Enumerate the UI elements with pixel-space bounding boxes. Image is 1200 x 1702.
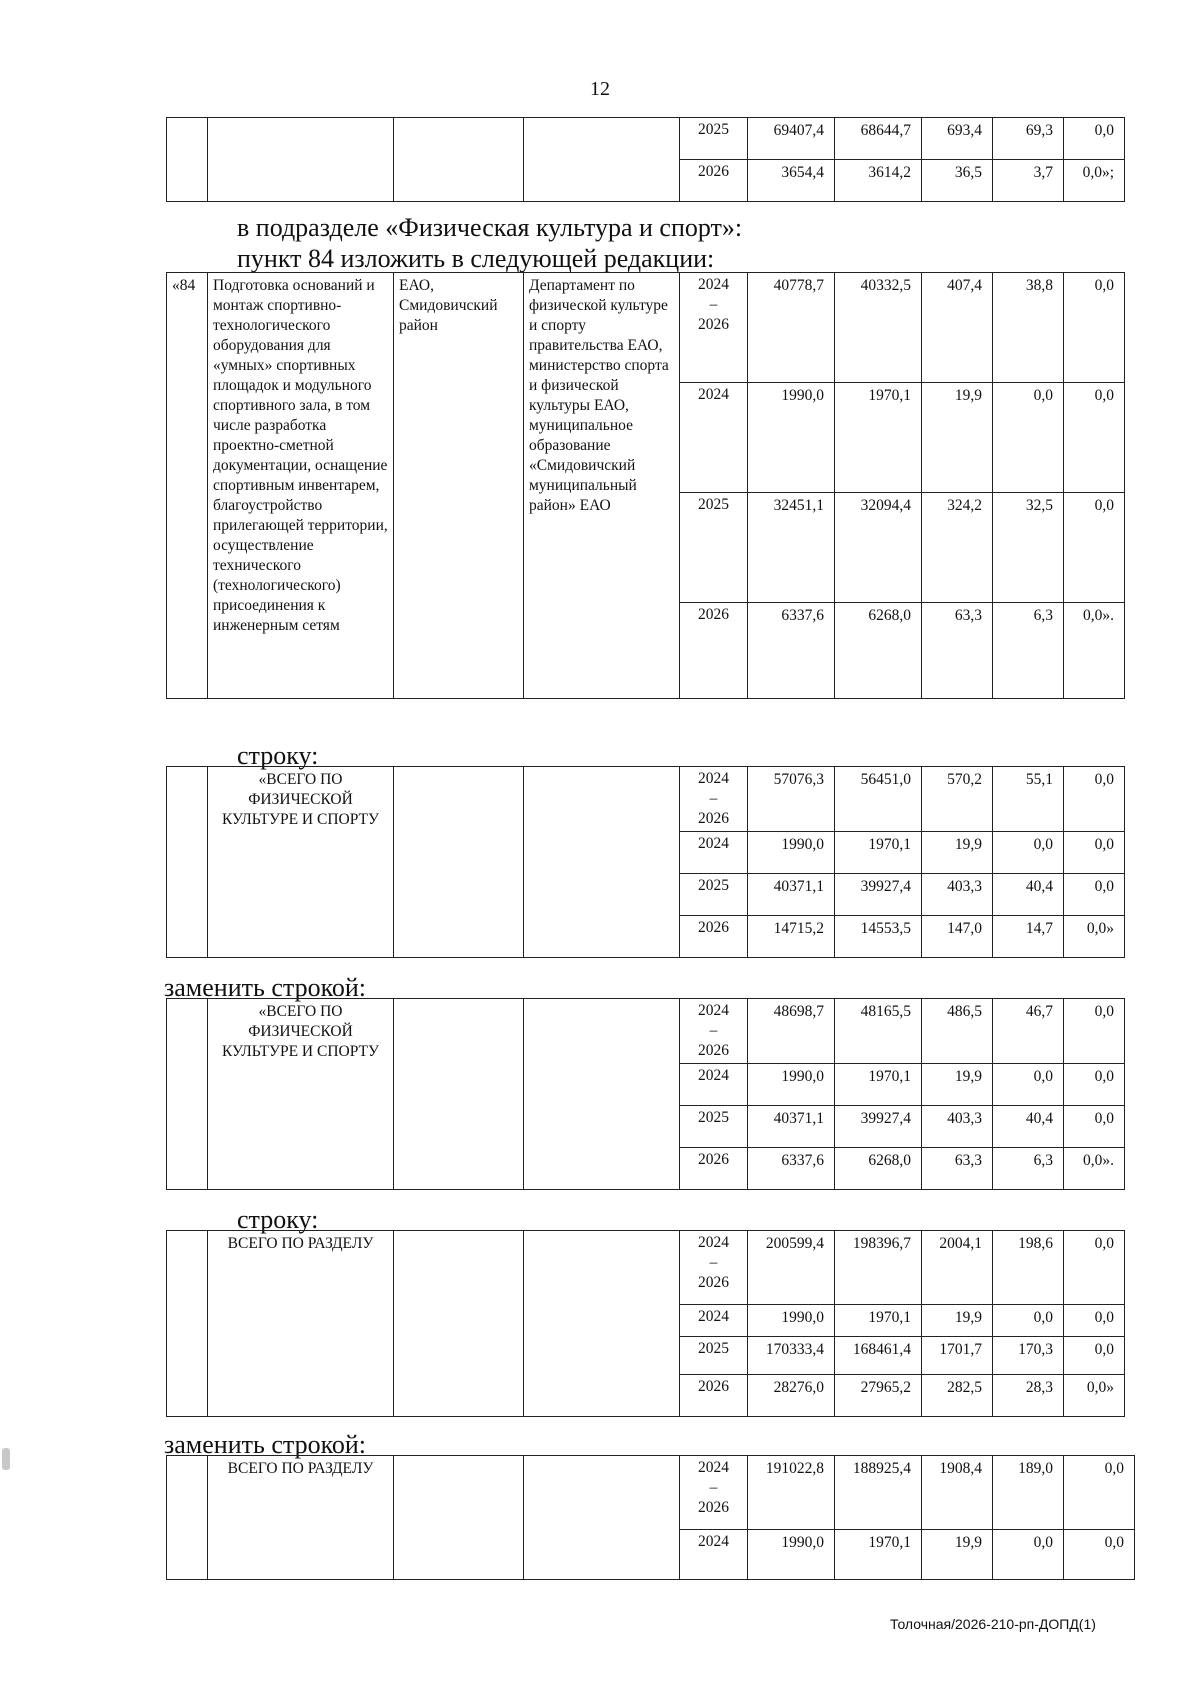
amount-cell: 0,0» [1064,916,1125,958]
table-row [167,767,1125,832]
amount-cell: 170,3 [993,1337,1064,1375]
amount-cell: 170333,4 [748,1337,835,1375]
section-old-table [166,1230,1125,1417]
amount-cell: 147,0 [922,916,993,958]
amount-cell: 189,0 [993,1456,1064,1530]
amount-cell: 19,9 [922,1064,993,1106]
scan-mark [2,1448,10,1470]
amount-cell: 48165,5 [835,999,922,1064]
amount-cell: 0,0 [993,1064,1064,1106]
item-name-cell: «ВСЕГО ПО ФИЗИЧЕСКОЙ КУЛЬТУРЕ И СПОРТУ [208,767,394,958]
amount-cell: 63,3 [922,603,993,699]
year-cell: 2025 [680,1106,748,1148]
amount-cell: 0,0 [1064,273,1125,383]
amount-cell: 6268,0 [835,603,922,699]
amount-cell: 1970,1 [835,383,922,493]
amount-cell: 1970,1 [835,1305,922,1337]
amount-cell: 55,1 [993,767,1064,832]
amount-cell: 191022,8 [748,1456,835,1530]
amount-cell: 57076,3 [748,767,835,832]
amount-cell: 282,5 [922,1375,993,1417]
amount-cell: 1970,1 [835,1064,922,1106]
item-number-cell [167,1456,208,1580]
item-number-cell [167,118,208,202]
amount-cell: 1990,0 [748,1305,835,1337]
location-cell [394,1456,524,1580]
item-name-cell: ВСЕГО ПО РАЗДЕЛУ [208,1456,394,1580]
amount-cell: 40,4 [993,874,1064,916]
amount-cell: 168461,4 [835,1337,922,1375]
amount-cell: 39927,4 [835,874,922,916]
amount-cell: 40778,7 [748,273,835,383]
amount-cell: 39927,4 [835,1106,922,1148]
amount-cell: 403,3 [922,874,993,916]
item-name-cell: «ВСЕГО ПО ФИЗИЧЕСКОЙ КУЛЬТУРЕ И СПОРТУ [208,999,394,1190]
amount-cell: 19,9 [922,383,993,493]
amount-cell: 0,0». [1064,603,1125,699]
section-new-table [166,1455,1135,1580]
amount-cell: 36,5 [922,160,993,202]
table-row [167,1231,1125,1305]
page-number: 12 [590,78,610,100]
year-cell: 2025 [680,118,748,160]
executor-cell: Департамент по физической культуре и спорту правительства ЕАО, министерство спорта и физической культуры ЕАО, муниципальное образование «Смидовичский муниципальный район» ЕАО [524,273,680,699]
amount-cell: 693,4 [922,118,993,160]
year-cell: 2026 [680,160,748,202]
location-cell: ЕАО, Смидовичский район [394,273,524,699]
amount-cell: 1990,0 [748,1064,835,1106]
amount-cell: 0,0 [1064,1064,1125,1106]
amount-cell: 1970,1 [835,832,922,874]
item-number-cell: «84 [167,273,208,699]
amount-cell: 14553,5 [835,916,922,958]
amount-cell: 32094,4 [835,493,922,603]
year-cell: 2025 [680,1337,748,1375]
amount-cell: 1908,4 [922,1456,993,1530]
executor-cell [524,1456,680,1580]
amount-cell: 19,9 [922,832,993,874]
location-cell [394,1231,524,1417]
amount-cell: 2004,1 [922,1231,993,1305]
year-cell: 2024 – 2026 [680,999,748,1064]
amount-cell: 0,0 [1064,832,1125,874]
amount-cell: 486,5 [922,999,993,1064]
year-cell: 2024 – 2026 [680,1231,748,1305]
item-number-cell [167,1231,208,1417]
amount-cell: 6,3 [993,1148,1064,1190]
amount-cell: 48698,7 [748,999,835,1064]
amount-cell: 63,3 [922,1148,993,1190]
executor-cell [524,767,680,958]
amount-cell: 46,7 [993,999,1064,1064]
amount-cell: 0,0 [1064,999,1125,1064]
amount-cell: 324,2 [922,493,993,603]
amount-cell: 0,0». [1064,1148,1125,1190]
amount-cell: 1701,7 [922,1337,993,1375]
year-cell: 2024 [680,1530,748,1580]
year-cell: 2024 [680,1305,748,1337]
year-cell: 2026 [680,1375,748,1417]
year-cell: 2024 [680,383,748,493]
amount-cell: 32451,1 [748,493,835,603]
item-number-cell [167,999,208,1190]
year-cell: 2024 – 2026 [680,273,748,383]
item-name-cell: ВСЕГО ПО РАЗДЕЛУ [208,1231,394,1417]
amount-cell: 40332,5 [835,273,922,383]
amount-cell: 56451,0 [835,767,922,832]
location-cell [394,118,524,202]
amount-cell: 0,0 [1064,383,1125,493]
item84-table [166,272,1125,699]
year-cell: 2025 [680,493,748,603]
amount-cell: 0,0 [993,383,1064,493]
amount-cell: 407,4 [922,273,993,383]
amount-cell: 0,0 [1064,1305,1125,1337]
label-stroku-2: строку: [237,1205,319,1234]
table-row [167,118,1125,160]
amount-cell: 200599,4 [748,1231,835,1305]
amount-cell: 28276,0 [748,1375,835,1417]
amount-cell: 3,7 [993,160,1064,202]
amount-cell: 403,3 [922,1106,993,1148]
top-table [166,117,1125,202]
amount-cell: 0,0 [993,832,1064,874]
year-cell: 2026 [680,916,748,958]
amount-cell: 0,0» [1064,1375,1125,1417]
amount-cell: 1970,1 [835,1530,922,1580]
amount-cell: 0,0 [1064,493,1125,603]
label-replace-1: заменить строкой: [164,973,367,1002]
amount-cell: 0,0 [1064,118,1125,160]
amount-cell: 3614,2 [835,160,922,202]
amount-cell: 0,0 [1064,874,1125,916]
amount-cell: 1990,0 [748,832,835,874]
location-cell [394,999,524,1190]
amount-cell: 570,2 [922,767,993,832]
executor-cell [524,118,680,202]
item-heading: пункт 84 изложить в следующей редакции: [237,244,715,273]
year-cell: 2024 – 2026 [680,767,748,832]
amount-cell: 40371,1 [748,874,835,916]
amount-cell: 69,3 [993,118,1064,160]
table-row [167,1456,1135,1530]
amount-cell: 0,0 [1064,767,1125,832]
year-cell: 2026 [680,1148,748,1190]
footer-document-code: Толочная/2026-210-рп-ДОПД(1) [890,1616,1096,1632]
amount-cell: 6268,0 [835,1148,922,1190]
amount-cell: 69407,4 [748,118,835,160]
amount-cell: 3654,4 [748,160,835,202]
amount-cell: 6,3 [993,603,1064,699]
amount-cell: 32,5 [993,493,1064,603]
label-stroku-1: строку: [237,741,319,770]
amount-cell: 19,9 [922,1530,993,1580]
amount-cell: 1990,0 [748,383,835,493]
amount-cell: 0,0 [1064,1456,1135,1530]
amount-cell: 0,0 [993,1305,1064,1337]
amount-cell: 40,4 [993,1106,1064,1148]
year-cell: 2024 – 2026 [680,1456,748,1530]
amount-cell: 1990,0 [748,1530,835,1580]
location-cell [394,767,524,958]
amount-cell: 28,3 [993,1375,1064,1417]
table-row [167,273,1125,383]
executor-cell [524,1231,680,1417]
amount-cell: 0,0»; [1064,160,1125,202]
amount-cell: 38,8 [993,273,1064,383]
amount-cell: 0,0 [1064,1106,1125,1148]
sport-new-table [166,998,1125,1190]
amount-cell: 14,7 [993,916,1064,958]
amount-cell: 19,9 [922,1305,993,1337]
amount-cell: 6337,6 [748,1148,835,1190]
amount-cell: 0,0 [1064,1530,1135,1580]
amount-cell: 198396,7 [835,1231,922,1305]
amount-cell: 198,6 [993,1231,1064,1305]
amount-cell: 0,0 [1064,1337,1125,1375]
section-heading: в подразделе «Физическая культура и спорт»: [237,213,743,242]
amount-cell: 14715,2 [748,916,835,958]
year-cell: 2024 [680,832,748,874]
amount-cell: 27965,2 [835,1375,922,1417]
table-row [167,999,1125,1064]
amount-cell: 188925,4 [835,1456,922,1530]
item-number-cell [167,767,208,958]
sport-old-table [166,766,1125,958]
item-name-cell: Подготовка оснований и монтаж спортивно-технологического оборудования для «умных» спортивных площадок и модульного спортивного зала, в том числе разработка проектно-сметной документации, оснащение спортивным инвентарем, благоустройство прилегающей территории, осуществление технического (технологического) присоединения к инженерным сетям [208,273,394,699]
item-name-cell [208,118,394,202]
amount-cell: 0,0 [993,1530,1064,1580]
amount-cell: 0,0 [1064,1231,1125,1305]
year-cell: 2024 [680,1064,748,1106]
amount-cell: 68644,7 [835,118,922,160]
label-replace-2: заменить строкой: [164,1430,367,1459]
amount-cell: 40371,1 [748,1106,835,1148]
amount-cell: 6337,6 [748,603,835,699]
executor-cell [524,999,680,1190]
year-cell: 2025 [680,874,748,916]
year-cell: 2026 [680,603,748,699]
